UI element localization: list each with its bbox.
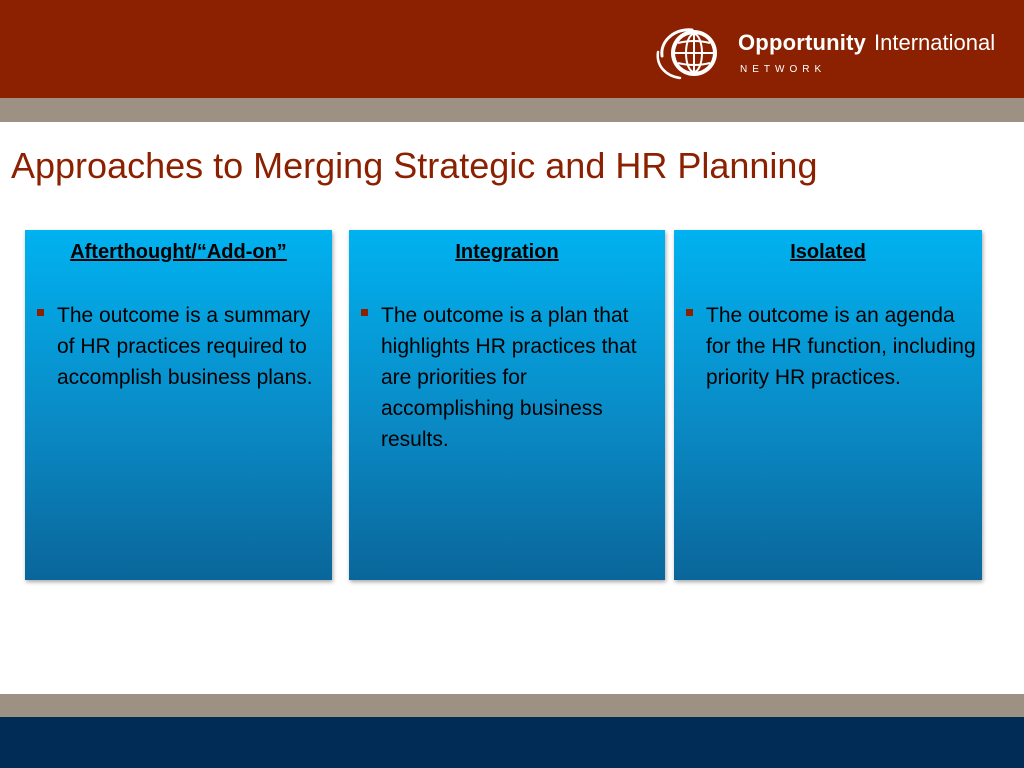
- card-integration: [349, 230, 665, 580]
- bullet-item: [686, 300, 976, 393]
- footer-bar: [0, 717, 1024, 768]
- card-afterthought: [25, 230, 332, 580]
- card-heading: Afterthought/“Add-on”: [70, 241, 287, 263]
- logo-subtitle: NETWORK: [740, 64, 827, 75]
- square-bullet-icon: [361, 309, 368, 316]
- card-heading: Integration: [455, 241, 559, 263]
- logo-name-regular: International: [874, 30, 996, 55]
- square-bullet-icon: [37, 309, 44, 316]
- card-isolated: [674, 230, 982, 580]
- globe-icon: [652, 22, 726, 82]
- card-heading: Isolated: [790, 241, 866, 263]
- square-bullet-icon: [686, 309, 693, 316]
- header-stripe: [0, 98, 1024, 122]
- bullet-text: The outcome is a summary of HR practices required to accomplish business plans.: [57, 304, 313, 389]
- slide-title: Approaches to Merging Strategic and HR Planning: [11, 145, 818, 186]
- header-bar: [0, 0, 1024, 98]
- logo-name-bold: Opportunity: [738, 30, 867, 55]
- footer-stripe: [0, 694, 1024, 717]
- bullet-text: The outcome is a plan that highlights HR practices that are priorities for accomplishing business results.: [381, 304, 637, 451]
- bullet-item: [37, 300, 322, 393]
- bullet-item: [361, 300, 661, 455]
- bullet-text: The outcome is an agenda for the HR function, including priority HR practices.: [706, 304, 976, 389]
- logo: [652, 20, 1012, 82]
